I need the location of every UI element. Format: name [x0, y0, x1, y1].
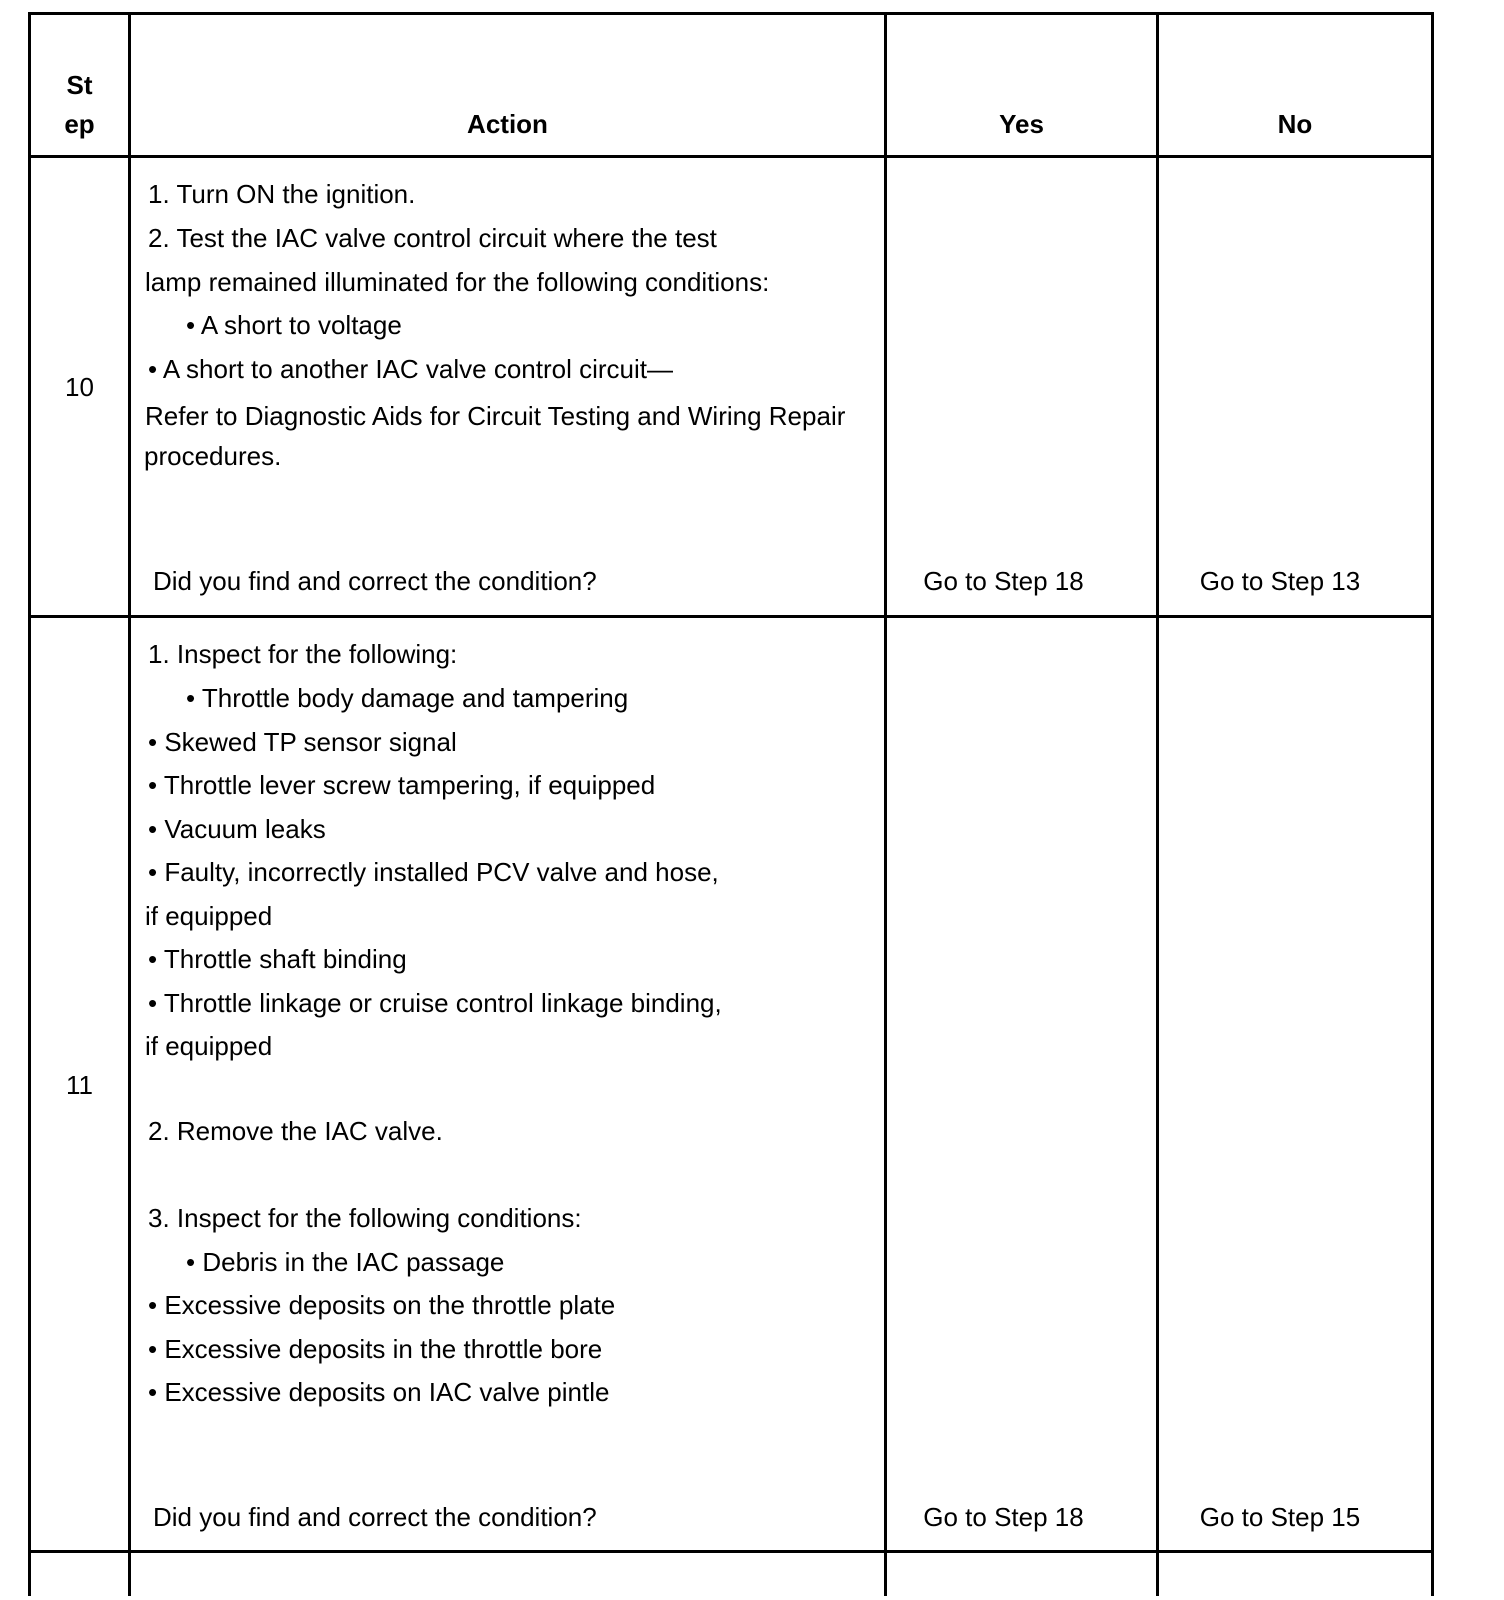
row11-action-line-1: 1. Inspect for the following:	[148, 639, 458, 669]
step-number-11: 11	[66, 1070, 93, 1100]
header-yes: Yes	[999, 109, 1044, 139]
table-border-left	[28, 12, 31, 1596]
table-divider-yes-no	[1156, 12, 1159, 1596]
row11-action-line-14: • Excessive deposits on the throttle plate	[148, 1290, 616, 1320]
row11-action-line-9: • Throttle linkage or cruise control linkage binding,	[148, 988, 722, 1018]
row11-action-line-16: • Excessive deposits on IAC valve pintle	[148, 1377, 610, 1407]
row10-action-line-4: • A short to voltage	[186, 310, 402, 340]
table-divider-step-action	[128, 12, 131, 1596]
table-border-top	[28, 12, 1434, 15]
row11-action-line-4: • Throttle lever screw tampering, if equipped	[148, 770, 656, 800]
header-action: Action	[467, 109, 548, 139]
row11-action-line-8: • Throttle shaft binding	[148, 944, 407, 974]
row11-action-line-15: • Excessive deposits in the throttle bore	[148, 1334, 603, 1364]
header-step-line1: St	[66, 70, 93, 100]
row11-action-line-5: • Vacuum leaks	[148, 814, 326, 844]
row11-question: Did you find and correct the condition?	[153, 1502, 597, 1532]
row10-action-line-3: lamp remained illuminated for the following conditions:	[145, 267, 770, 297]
diagnostic-table	[28, 12, 1476, 1596]
table-row-divider	[28, 615, 1434, 618]
row11-action-line-2: • Throttle body damage and tampering	[186, 683, 629, 713]
row10-action-line-2: 2. Test the IAC valve control circuit where the test	[148, 223, 717, 253]
step-number-10: 10	[65, 372, 94, 402]
row11-no-answer: Go to Step 15	[1199, 1502, 1361, 1532]
row10-action-line-7: procedures.	[144, 441, 282, 471]
row11-action-line-6: • Faulty, incorrectly installed PCV valve and hose,	[148, 857, 719, 887]
table-divider-action-yes	[884, 12, 887, 1596]
row11-action-line-3: • Skewed TP sensor signal	[148, 727, 457, 757]
row10-action-line-5: • A short to another IAC valve control circuit—	[148, 354, 674, 384]
row10-no-answer: Go to Step 13	[1199, 566, 1361, 596]
row11-action-line-10: if equipped	[145, 1031, 273, 1061]
table-border-right	[1431, 12, 1434, 1596]
row10-action-line-6: Refer to Diagnostic Aids for Circuit Testing and Wiring Repair	[145, 401, 846, 431]
row10-yes-answer: Go to Step 18	[923, 566, 1084, 596]
table-border-bottom	[28, 1550, 1434, 1553]
row10-action-line-1: 1. Turn ON the ignition.	[148, 179, 416, 209]
row11-action-line-11: 2. Remove the IAC valve.	[148, 1116, 443, 1146]
row11-action-line-7: if equipped	[145, 901, 273, 931]
table-header-divider	[28, 155, 1434, 158]
row11-action-line-13: • Debris in the IAC passage	[186, 1247, 505, 1277]
row11-action-line-12: 3. Inspect for the following conditions:	[148, 1203, 582, 1233]
header-step-line2: ep	[64, 109, 95, 139]
row11-yes-answer: Go to Step 18	[923, 1502, 1084, 1532]
row10-question: Did you find and correct the condition?	[153, 566, 597, 596]
header-no: No	[1277, 109, 1313, 139]
